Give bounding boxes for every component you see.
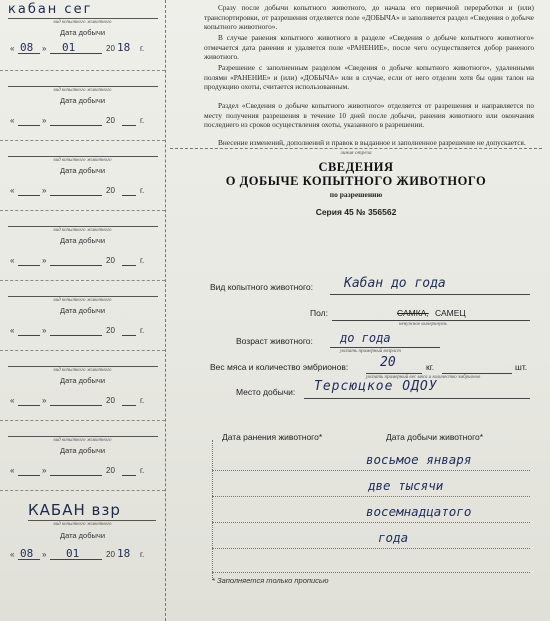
quote-open: « [10, 396, 15, 405]
sex-hint: ненужное вычеркнуть [399, 322, 447, 327]
quote-open: « [10, 326, 15, 335]
sex-female-option: САМКА, [397, 308, 429, 318]
quote-close: » [42, 466, 47, 475]
stub-7 [0, 422, 165, 491]
stub-species-hint: вид копытного животного [53, 438, 112, 443]
kill-date-line-4: года [378, 530, 409, 545]
section-subtitle: О ДОБЫЧЕ КОПЫТНОГО ЖИВОТНОГО [225, 174, 487, 188]
stub-year-prefix: 20 [106, 186, 115, 195]
quote-close: » [42, 256, 47, 265]
stub-day: 08 [20, 547, 34, 560]
stub-species-hint: вид копытного животного [53, 158, 112, 163]
sex-label: Пол: [310, 308, 328, 318]
date-line-5 [212, 572, 530, 573]
stub-1 [0, 2, 165, 71]
quote-open: « [10, 44, 15, 53]
stub-4 [0, 212, 165, 281]
date-line-4 [212, 548, 530, 549]
stub-date [10, 396, 160, 408]
quote-close: » [42, 396, 47, 405]
weight-unit: кг. [426, 362, 435, 372]
date-line-1 [212, 470, 530, 471]
instruction-paragraph-2: В случае ранения копытного животного в разделе «Сведения о добыче копытного животного» отмечается дата ранения и удаляется поле «РАНЕНИЕ», после чего осуществляется добор раненого животного. [204, 33, 534, 61]
stub-species [8, 142, 158, 157]
age-value: до года [340, 331, 391, 345]
stub-species-hint: вид копытного животного [53, 368, 112, 373]
quote-close: » [42, 326, 47, 335]
stub-month: 01 [62, 41, 76, 54]
place-value: Терсюцкое ОДОУ [314, 379, 438, 394]
stub-year-prefix: 20 [106, 116, 115, 125]
quote-close: » [42, 550, 47, 559]
stub-year-prefix: 20 [106, 44, 115, 53]
weight-value: 20 [380, 355, 396, 370]
quote-open: « [10, 466, 15, 475]
quote-close: » [42, 116, 47, 125]
stub-date [10, 547, 160, 562]
section-subtitle-permit: по разрешению [329, 190, 383, 199]
stub-year-g: г. [140, 256, 145, 265]
stub-year-suffix: 18 [117, 41, 131, 54]
sex-line [332, 320, 530, 321]
stub-8 [0, 500, 165, 570]
stub-year-prefix: 20 [106, 466, 115, 475]
cut-line [170, 148, 542, 149]
instruction-paragraph-1: Сразу после добычи копытного животного, до начала его первичной переработки и (или) транспортировки, от разрешения отделяется поле «ДОБЫЧА» и заполняется раздел «Сведения о добыче копытного животного». [204, 3, 534, 31]
stub-date [10, 186, 160, 198]
sex-male-option: САМЕЦ [435, 308, 466, 318]
stub-month: 01 [66, 547, 80, 560]
stub-year-prefix: 20 [106, 256, 115, 265]
kill-date-line-1: восьмое января [366, 452, 472, 467]
species-value: Кабан до года [344, 276, 446, 291]
quote-open: « [10, 186, 15, 195]
stub-date-label: Дата добычи [59, 306, 106, 315]
stub-year-g: г. [140, 550, 145, 559]
quote-open: « [10, 256, 15, 265]
footnote: * Заполняется только прописью [212, 576, 329, 585]
stub-date [10, 256, 160, 268]
wound-date-label: Дата ранения животного* [222, 432, 323, 442]
age-hint: указать примерный возраст [340, 349, 401, 354]
permit-serial-number: Серия 45 № 356562 [315, 207, 397, 217]
stub-species [8, 72, 158, 87]
stub-species-hint: вид копытного животного [53, 522, 112, 527]
stub-5 [0, 282, 165, 351]
stub-year-prefix: 20 [106, 550, 115, 559]
quote-open: « [10, 550, 15, 559]
instruction-paragraph-5: Внесение изменений, дополнений и правок в выданное и заполненное разрешение не допускается. [218, 138, 526, 148]
main-panel [170, 0, 542, 621]
quote-close: » [42, 186, 47, 195]
date-line-2 [212, 496, 530, 497]
age-line [330, 347, 440, 348]
embryo-unit: шт. [515, 362, 528, 372]
stub-year-g: г. [140, 116, 145, 125]
stub-3 [0, 142, 165, 211]
age-label: Возраст животного: [236, 336, 313, 346]
stub-date-label: Дата добычи [59, 236, 106, 245]
stub-species-hint: вид копытного животного [53, 228, 112, 233]
stub-column [0, 0, 166, 621]
stub-date [10, 116, 160, 128]
stub-species [8, 212, 158, 227]
stub-2 [0, 72, 165, 141]
stub-species [8, 352, 158, 367]
stub-date [10, 466, 160, 478]
quote-open: « [10, 116, 15, 125]
stub-date-label: Дата добычи [59, 376, 106, 385]
kill-date-label: Дата добычи животного* [386, 432, 484, 442]
date-line-3 [212, 522, 530, 523]
cut-line-label: линия отреза [340, 150, 372, 156]
weight-label: Вес мяса и количество эмбрионов: [210, 362, 349, 372]
stub-6 [0, 352, 165, 421]
stub-year-g: г. [140, 396, 145, 405]
stub-species-hint: вид копытного животного [53, 298, 112, 303]
weight-hint: указать примерный вес мяса и количество эмбрионов [366, 375, 481, 380]
quote-close: » [42, 44, 47, 53]
stub-date-label: Дата добычи [59, 96, 106, 105]
stub-year-prefix: 20 [106, 326, 115, 335]
place-line [304, 398, 530, 399]
kill-date-line-2: две тысячи [368, 478, 444, 493]
stub-day: 08 [20, 41, 34, 54]
stub-year-g: г. [140, 186, 145, 195]
stub-year-g: г. [140, 326, 145, 335]
instruction-paragraph-4: Раздел «Сведения о добыче копытного животного» отделяется от разрешения и направляется по месту получения разрешения в течение 10 дней после добычи, ранения животного или окончания последнего из сроков осуществления охоты, указанного в разрешении. [204, 101, 534, 129]
kill-date-line-3: восемнадцатого [366, 504, 472, 519]
embryo-line [442, 373, 512, 374]
stub-species [8, 282, 158, 297]
stub-species [8, 422, 158, 437]
stub-date-label: Дата добычи [59, 531, 106, 540]
stub-date [10, 326, 160, 338]
stub-date-label: Дата добычи [59, 166, 106, 175]
species-line [330, 294, 530, 295]
dotted-margin [212, 440, 213, 580]
stub-date-label: Дата добычи [59, 446, 106, 455]
weight-line [366, 373, 422, 374]
stub-year-suffix: 18 [117, 547, 131, 560]
stub-species: КАБАН взр [28, 500, 156, 521]
stub-year-prefix: 20 [106, 396, 115, 405]
stub-species: кабан сег [8, 2, 158, 19]
stub-species-hint: вид копытного животного [53, 20, 112, 25]
species-label: Вид копытного животного: [210, 282, 314, 292]
stub-date-label: Дата добычи [59, 28, 106, 37]
place-label: Место добычи: [236, 387, 296, 397]
stub-date [10, 41, 160, 56]
instruction-paragraph-3: Разрешение с заполненным разделом «Сведения о добыче копытного животного», удаленными полями «РАНЕНИЕ» и (или) «ДОБЫЧА» или в случае, если от него отделен хотя бы один талон на продукцию охоты, считается использованным. [204, 63, 534, 91]
stub-species-hint: вид копытного животного [53, 88, 112, 93]
section-title: СВЕДЕНИЯ [318, 160, 394, 174]
stub-year-g: г. [140, 44, 145, 53]
stub-year-g: г. [140, 466, 145, 475]
